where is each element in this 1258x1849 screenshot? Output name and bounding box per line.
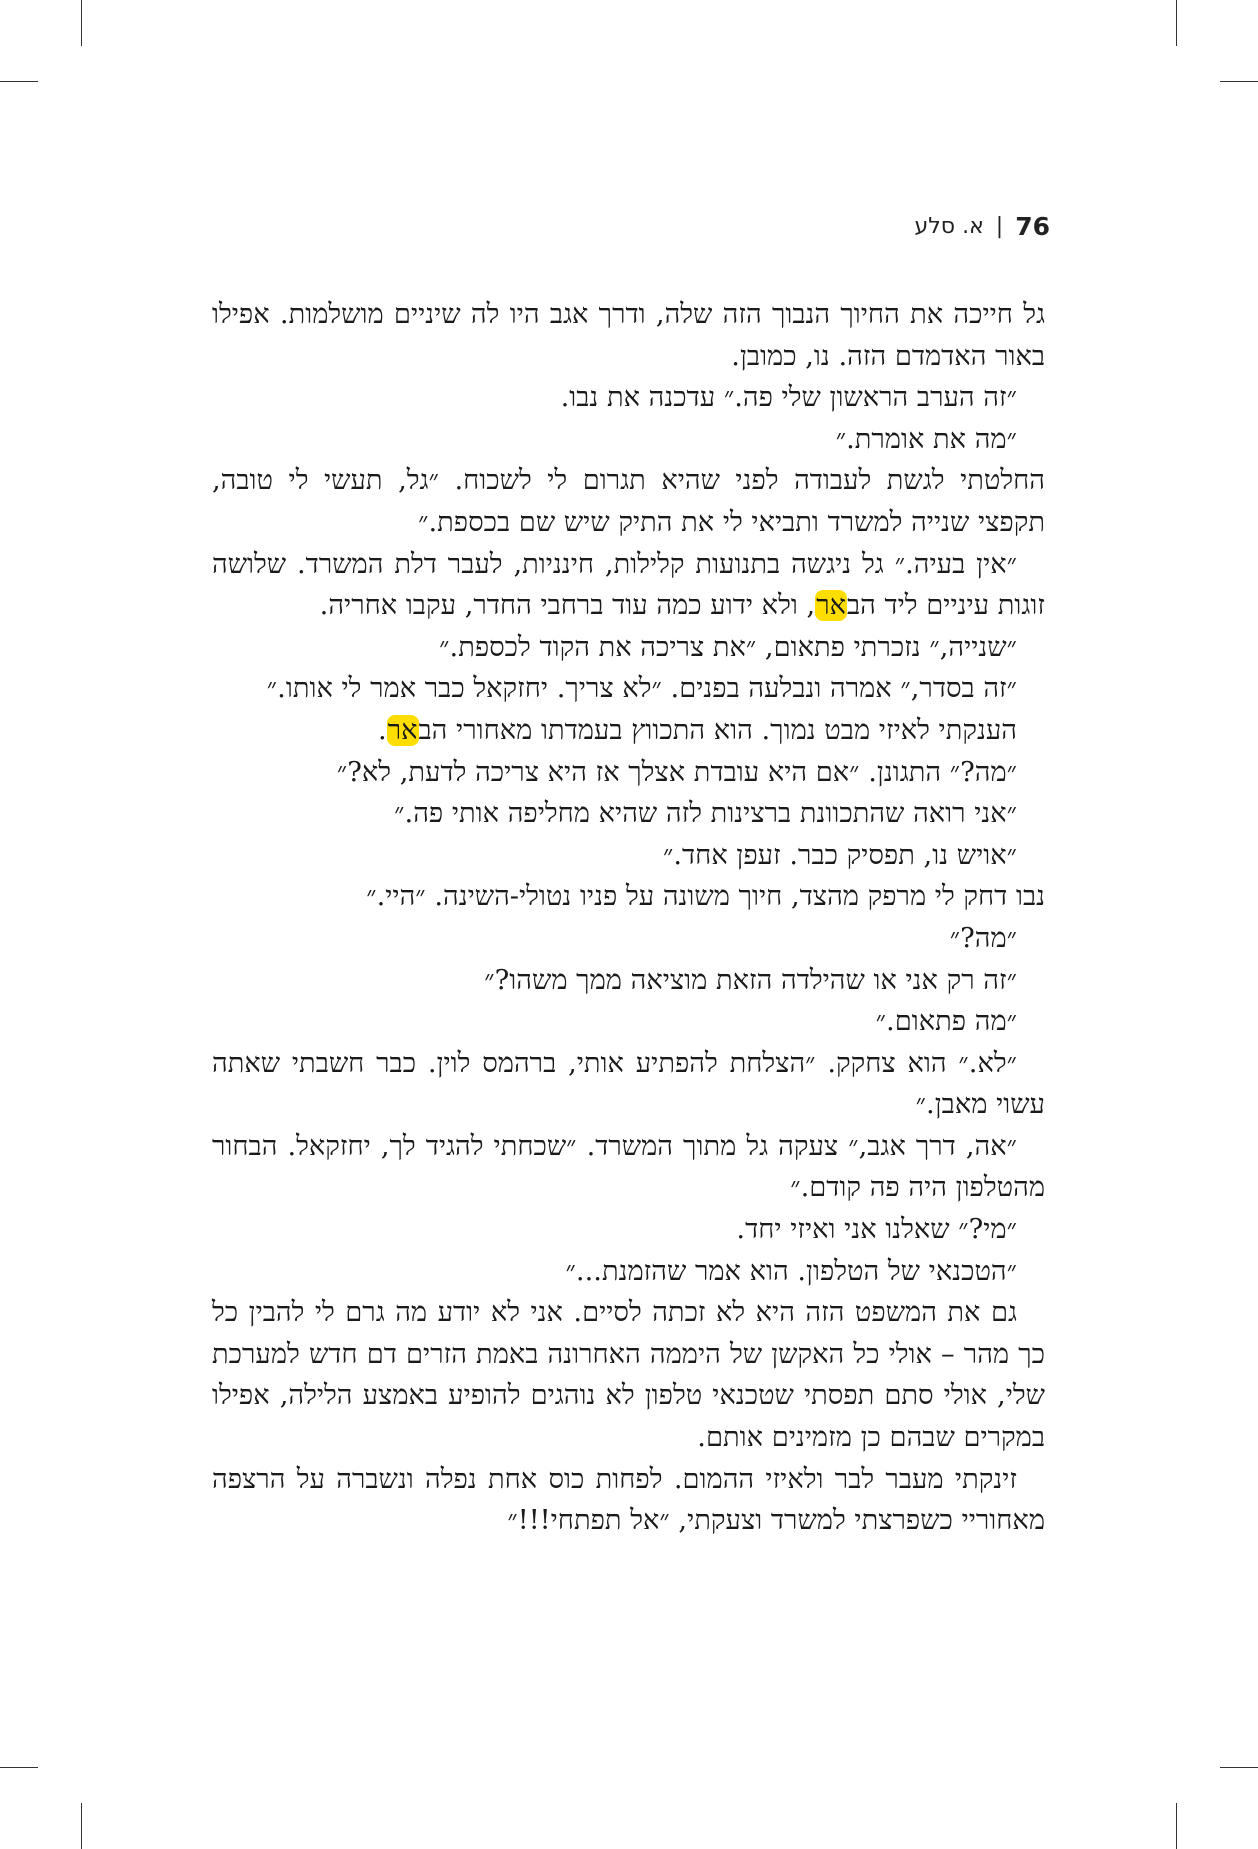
header-separator: | bbox=[995, 214, 1004, 239]
paragraph: הענקתי לאיזי מבט נמוך. הוא התכווץ בעמדתו מאחורי הבאר. bbox=[378, 714, 1017, 746]
paragraph: ״אה, דרך אגב,״ צעקה גל מתוך המשרד. ״שכחתי להגיד לך, יחזקאל. הבחור מהטלפון היה פה קודם.״ bbox=[212, 1130, 1045, 1204]
highlighted-text: אר bbox=[816, 590, 846, 622]
paragraph: נבו דחק לי מרפק מהצד, חיוך משונה על פניו נטולי-השינה. ״היי.״ bbox=[366, 881, 1045, 913]
paragraph: ״מה?״ התגונן. ״אם היא עובדת אצלך אז היא צריכה לדעת, לא?״ bbox=[336, 756, 1017, 788]
paragraph: ״אין בעיה.״ גל ניגשה בתנועות קלילות, חינניות, לעבר דלת המשרד. שלושה זוגות עיניים ליד הבאר, ולא ידוע כמה עוד ברחבי החדר, עקבו אחריה. bbox=[212, 548, 1045, 622]
paragraph: החלטתי לגשת לעבודה לפני שהיא תגרום לי לשכוח. ״גל, תעשי לי טובה, תקפצי שנייה למשרד ותביאי לי את התיק שיש שם בכספת.״ bbox=[212, 465, 1045, 538]
paragraph: ״זה בסדר,״ אמרה ונבלעה בפנים. ״לא צריך. יחזקאל כבר אמר לי אותו.״ bbox=[266, 673, 1017, 705]
page-number: 76 bbox=[1015, 212, 1050, 241]
body-text bbox=[212, 294, 1045, 1542]
paragraph: ״לא.״ הוא צחקק. ״הצלחת להפתיע אותי, ברהמס לוין. כבר חשבתי שאתה עשוי מאבן.״ bbox=[212, 1047, 1045, 1121]
paragraph: זינקתי מעבר לבר ולאיזי ההמום. לפחות כוס אחת נפלה ונשברה על הרצפה מאחוריי כשפרצתי למשרד וצעקתי, ״אל תפתחי!!!״ bbox=[212, 1463, 1045, 1537]
paragraph: ״אויש נו, תפסיק כבר. זעפן אחד.״ bbox=[663, 839, 1017, 871]
paragraph: ״זה רק אני או שהילדה הזאת מוציאה ממך משהו?״ bbox=[484, 964, 1017, 996]
crop-mark bbox=[1176, 0, 1177, 46]
crop-mark bbox=[1220, 81, 1258, 82]
paragraph: ״שנייה,״ נזכרתי פתאום, ״את צריכה את הקוד לכספת.״ bbox=[439, 631, 1017, 663]
paragraph: ״מה פתאום.״ bbox=[875, 1006, 1017, 1038]
paragraph: ״מה את אומרת.״ bbox=[835, 423, 1017, 455]
paragraph: גם את המשפט הזה היא לא זכתה לסיים. אני לא יודע מה גרם לי להבין כל כך מהר – אולי כל האקשן של היממה האחרונה באמת הזרים דם חדש למערכת שלי, אולי סתם תפסתי שטכנאי טלפון לא נוהגים להופיע באמצע הלילה, אפילו במקרים שבהם כן מזמינים אותם. bbox=[212, 1297, 1045, 1454]
paragraph: ״הטכנאי של הטלפון. הוא אמר שהזמנת...״ bbox=[565, 1255, 1017, 1287]
crop-mark bbox=[0, 1767, 38, 1768]
paragraph: ״זה הערב הראשון שלי פה.״ עדכנה את נבו. bbox=[560, 382, 1017, 414]
paragraph: ״מה?״ bbox=[949, 922, 1017, 954]
crop-mark bbox=[0, 81, 38, 82]
paragraph: ״מי?״ שאלנו אני ואיזי יחד. bbox=[736, 1214, 1017, 1246]
crop-mark bbox=[81, 0, 82, 46]
crop-mark bbox=[1220, 1767, 1258, 1768]
author-name: א. סלע bbox=[914, 214, 984, 239]
crop-mark bbox=[81, 1803, 82, 1849]
paragraph: גל חייכה את החיוך הנבוך הזה שלה, ודרך אגב היו לה שיניים מושלמות. אפילו באור האדמדם הזה. נו, כמובן. bbox=[212, 299, 1045, 372]
running-header bbox=[915, 212, 1050, 241]
highlighted-text: אר bbox=[387, 714, 418, 746]
paragraph: ״אני רואה שהתכוונת ברצינות לזה שהיא מחליפה אותי פה.״ bbox=[394, 798, 1017, 830]
crop-mark bbox=[1176, 1803, 1177, 1849]
